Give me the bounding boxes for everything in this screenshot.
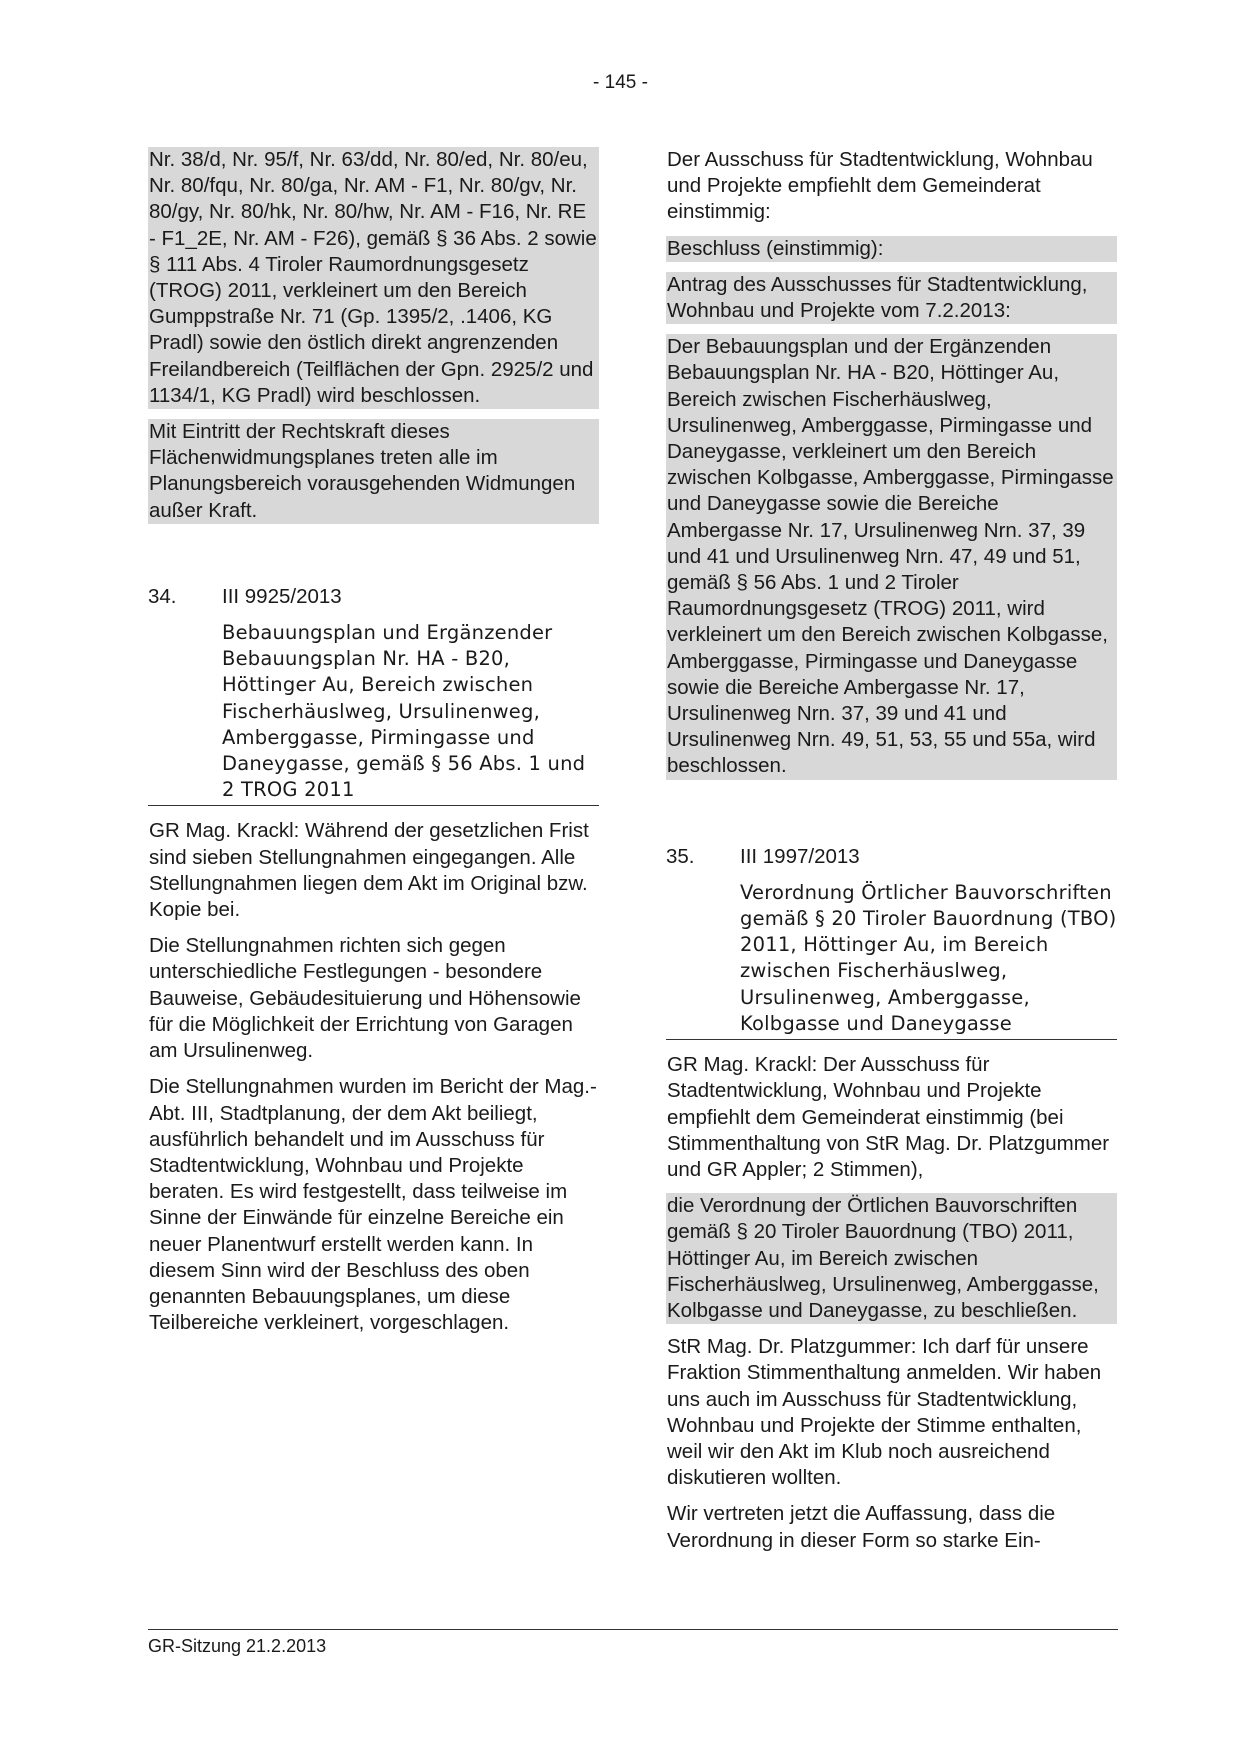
- body-paragraph: GR Mag. Krackl: Während der gesetzlichen Frist sind sieben Stellungnahmen eingegangen. Alle Stellungnahmen liegen dem Akt im Original bzw. Kopie bei.: [149, 819, 589, 922]
- resolution-text-shaded: Mit Eintritt der Rechtskraft dieses Flächenwidmungsplanes treten alle im Planungsbereich vorausgehenden Widmungen außer Kraft.: [148, 419, 599, 524]
- resolution-text-shaded: Nr. 38/d, Nr. 95/f, Nr. 63/dd, Nr. 80/ed, Nr. 80/eu, Nr. 80/fqu, Nr. 80/ga, Nr. AM - F1, Nr. 80/gv, Nr. 80/gy, Nr. 80/hk, Nr. 80/hw, Nr. AM - F16, Nr. RE - F1_2E, Nr. AM - F26), gemäß § 36 Abs. 2 sowie § 111 Abs. 4 Tiroler Raumordnungsgesetz (TROG) 2011, verkleinert um den Bereich Gumppstraße Nr. 71 (Gp. 1395/2, .1406, KG Pradl) sowie den östlich direkt angrenzenden Freilandbereich (Teilflächen der Gpn. 2925/2 und 1134/1, KG Pradl) wird beschlossen.: [148, 147, 599, 409]
- resolution-text-shaded: die Verordnung der Örtlichen Bauvorschriften gemäß § 20 Tiroler Bauordnung (TBO) 2011, Höttinger Au, im Bereich zwischen Fischerhäuslweg, Ursulinenweg, Amberggasse, Kolbgasse und Daneygasse, zu beschließen.: [666, 1193, 1117, 1324]
- resolution-heading-shaded: Beschluss (einstimmig):: [666, 236, 1117, 262]
- agenda-item-header: [148, 584, 599, 610]
- agenda-item-header: [666, 844, 1117, 870]
- body-paragraph: StR Mag. Dr. Platzgummer: Ich darf für unsere Fraktion Stimmenthaltung anmelden. Wir haben uns auch im Ausschuss für Stadtentwicklung, Wohnbau und Projekte der Stimme enthalten, weil wir den Akt im Klub noch ausreichend diskutieren wollten.: [667, 1335, 1102, 1490]
- agenda-item-reference: III 9925/2013: [222, 584, 342, 608]
- left-column: [148, 147, 599, 1346]
- agenda-item-number: 35.: [666, 844, 695, 868]
- body-paragraph: Die Stellungnahmen richten sich gegen unterschiedliche Festlegungen - besondere Bauweise, Gebäudesituierung und Höhensowie für die Möglichkeit der Errichtung von Garagen am Ursulinenweg.: [149, 934, 581, 1063]
- body-paragraph: Wir vertreten jetzt die Auffassung, dass die Verordnung in dieser Form so starke Ein-: [667, 1502, 1056, 1552]
- footer-divider: [148, 1629, 1118, 1630]
- resolution-text-shaded: Antrag des Ausschusses für Stadtentwicklung, Wohnbau und Projekte vom 7.2.2013:: [666, 272, 1117, 324]
- divider: [666, 1039, 1117, 1040]
- body-paragraph: GR Mag. Krackl: Der Ausschuss für Stadtentwicklung, Wohnbau und Projekte empfiehlt dem Gemeinderat einstimmig (bei Stimmenthaltung von StR Mag. Dr. Platzgummer und GR Appler; 2 Stimmen),: [667, 1053, 1110, 1181]
- page-number: - 145 -: [593, 72, 648, 93]
- footer-text: GR-Sitzung 21.2.2013: [148, 1636, 327, 1656]
- agenda-item-title: Bebauungsplan und Ergänzender Bebauungsplan Nr. HA - B20, Höttinger Au, Bereich zwischen Fischerhäuslweg, Ursulinenweg, Amberggasse, Pirmingasse und Daneygasse, gemäß § 56 Abs. 1 und 2 TROG 2011: [222, 621, 586, 802]
- resolution-text-shaded: Der Bebauungsplan und der Ergänzenden Bebauungsplan Nr. HA - B20, Höttinger Au, Bereich zwischen Fischerhäuslweg, Ursulinenweg, Amberggasse, Pirmingasse und Daneygasse, verkleinert um den Bereich zwischen Kolbgasse, Amberggasse, Pirmingasse und Daneygasse sowie die Bereiche Ambergasse Nr. 17, Ursulinenweg Nrn. 37, 39 und 41 und Ursulinenweg Nrn. 47, 49 und 51, gemäß § 56 Abs. 1 und 2 Tiroler Raumordnungsgesetz (TROG) 2011, wird verkleinert um den Bereich zwischen Kolbgasse, Amberggasse, Pirmingasse und Daneygasse sowie die Bereiche Ambergasse Nr. 17, Ursulinenweg Nrn. 37, 39 und 41 und Ursulinenweg Nrn. 49, 51, 53, 55 und 55a, wird beschlossen.: [666, 334, 1117, 779]
- body-paragraph: Die Stellungnahmen wurden im Bericht der Mag.-Abt. III, Stadtplanung, der dem Akt beiliegt, ausführlich behandelt und im Ausschuss für Stadtentwicklung, Wohnbau und Projekte beraten. Es wird festgestellt, dass teilweise im Sinne der Einwände für einzelne Bereiche ein neuer Planentwurf erstellt werden kann. In diesem Sinn wird der Beschluss des oben genannten Bebauungsplanes, um diese Teilbereiche verkleinert, vorgeschlagen.: [149, 1075, 597, 1335]
- agenda-item-number: 34.: [148, 584, 177, 608]
- agenda-item-reference: III 1997/2013: [740, 844, 860, 868]
- right-column: [666, 147, 1117, 1564]
- body-paragraph: Der Ausschuss für Stadtentwicklung, Wohnbau und Projekte empfiehlt dem Gemeinderat einstimmig:: [667, 148, 1093, 224]
- divider: [148, 805, 599, 806]
- agenda-item-title: Verordnung Örtlicher Bauvorschriften gemäß § 20 Tiroler Bauordnung (TBO) 2011, Höttinger Au, im Bereich zwischen Fischerhäuslweg, Ursulinenweg, Amberggasse, Kolbgasse und Daneygasse: [740, 880, 1117, 1035]
